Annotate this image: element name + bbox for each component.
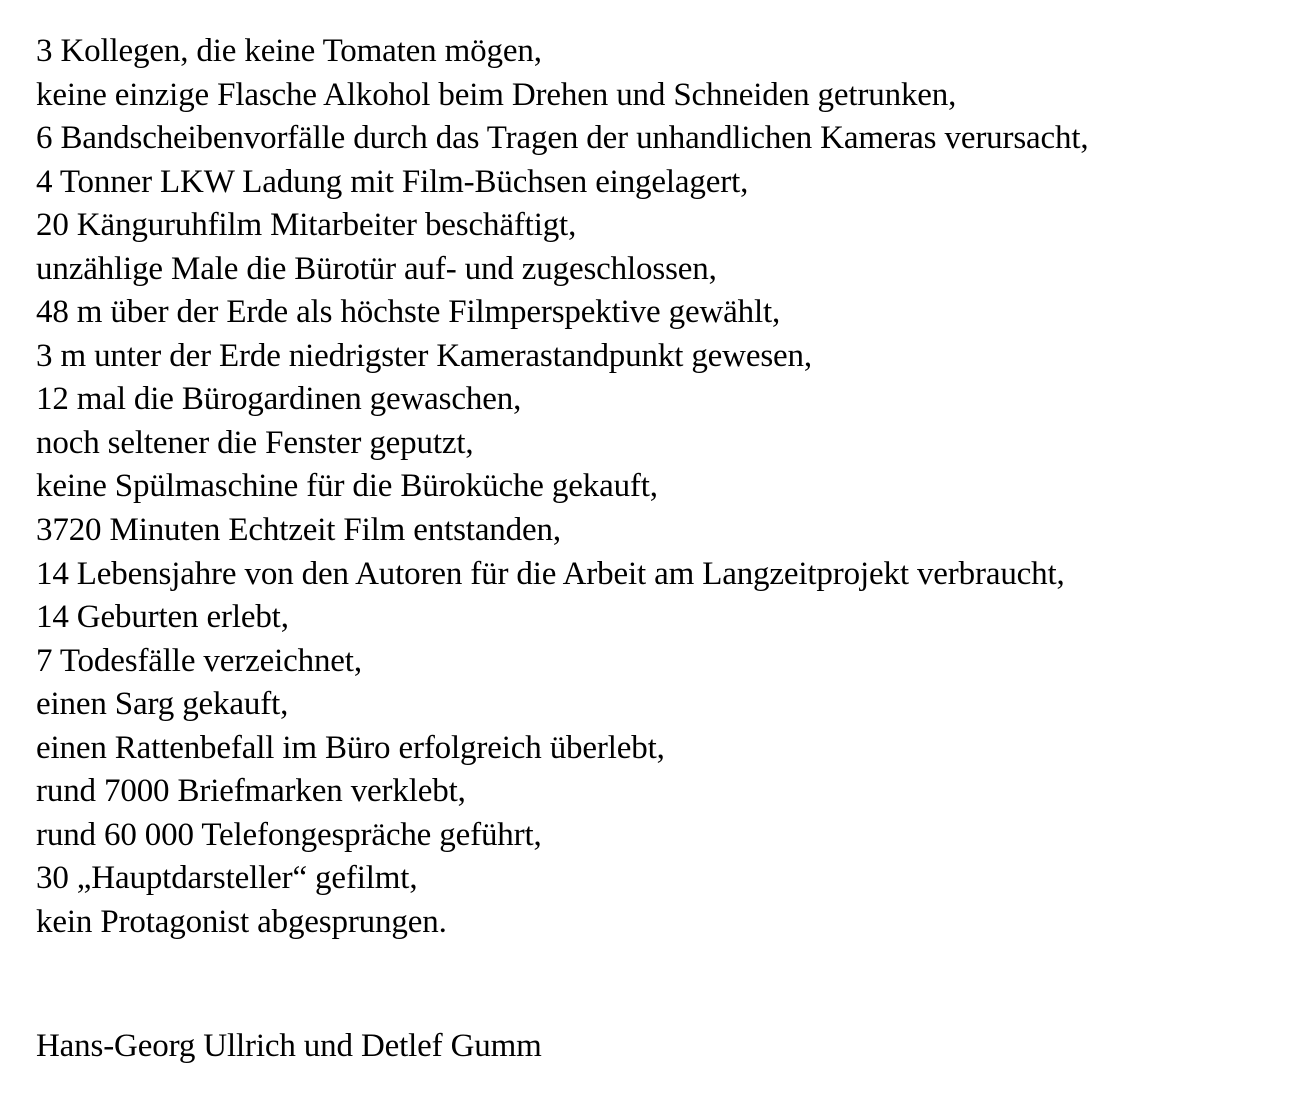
text-line: 3 m unter der Erde niedrigster Kamerastandpunkt gewesen,: [36, 337, 812, 374]
text-line: 12 mal die Bürogardinen gewaschen,: [36, 381, 522, 418]
text-line: rund 60 000 Telefongespräche geführt,: [36, 816, 542, 853]
text-line: 14 Geburten erlebt,: [36, 599, 289, 636]
text-line: kein Protagonist abgesprungen.: [36, 903, 447, 940]
text-line: unzählige Male die Bürotür auf- und zugeschlossen,: [36, 250, 717, 287]
text-line: 14 Lebensjahre von den Autoren für die Arbeit am Langzeitprojekt verbraucht,: [36, 555, 1065, 592]
text-line: 3720 Minuten Echtzeit Film entstanden,: [36, 512, 561, 549]
text-line: keine einzige Flasche Alkohol beim Drehen und Schneiden getrunken,: [36, 76, 957, 113]
text-line: 4 Tonner LKW Ladung mit Film-Büchsen eingelagert,: [36, 163, 749, 200]
text-lines: [36, 30, 1286, 944]
text-line: einen Rattenbefall im Büro erfolgreich überlebt,: [36, 729, 665, 766]
text-line: keine Spülmaschine für die Büroküche gekauft,: [36, 468, 658, 505]
text-line: 7 Todesfälle verzeichnet,: [36, 642, 362, 679]
text-line: noch seltener die Fenster geputzt,: [36, 424, 474, 461]
text-line: 3 Kollegen, die keine Tomaten mögen,: [36, 33, 542, 69]
text-line: einen Sarg gekauft,: [36, 686, 289, 723]
text-line: 20 Känguruhfilm Mitarbeiter beschäftigt,: [36, 207, 577, 244]
text-line: 30 „Hauptdarsteller“ gefilmt,: [36, 860, 418, 897]
author-signature-line: Hans-Georg Ullrich und Detlef Gumm: [36, 1028, 542, 1064]
text-line: 6 Bandscheibenvorfälle durch das Tragen der unhandlichen Kameras verursacht,: [36, 120, 1089, 157]
text-line: 48 m über der Erde als höchste Filmperspektive gewählt,: [36, 294, 781, 331]
text-line: rund 7000 Briefmarken verklebt,: [36, 773, 466, 810]
